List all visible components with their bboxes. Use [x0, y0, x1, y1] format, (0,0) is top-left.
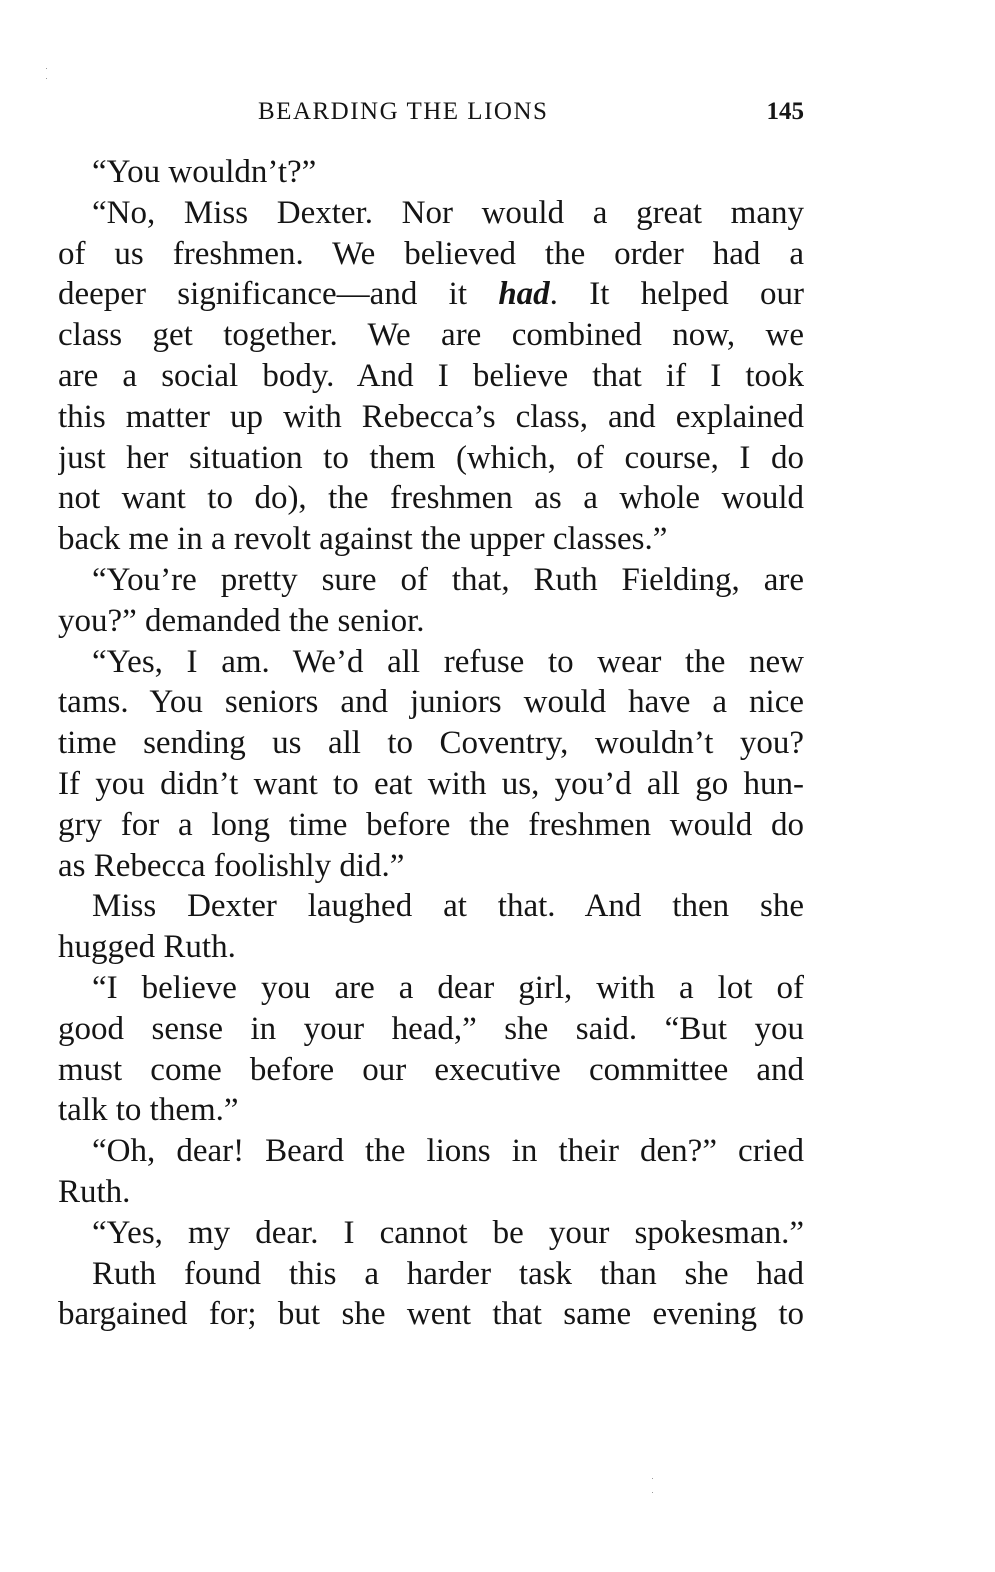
text-line: “Yes, my dear. I cannot be your spokesman.” [92, 1214, 804, 1251]
text-line: bargained for; but she went that same evening to [58, 1296, 804, 1333]
running-head [58, 92, 804, 132]
text-line: hugged Ruth. [58, 929, 236, 966]
text-line: of us freshmen. We believed the order had a [58, 235, 804, 272]
text-line: talk to them.” [58, 1092, 239, 1129]
text-line: class get together. We are combined now, we [58, 317, 804, 354]
body-text [58, 152, 804, 1335]
text-line: “You’re pretty sure of that, Ruth Fielding, are [92, 561, 804, 598]
text-line: Miss Dexter laughed at that. And then she [92, 888, 804, 925]
text-line: “I believe you are a dear girl, with a lot of [92, 969, 804, 1006]
scan-speck [46, 68, 47, 69]
text-line: must come before our executive committee and [58, 1051, 804, 1088]
scan-speck [652, 1492, 653, 1493]
text-line: Ruth. [58, 1173, 131, 1210]
page-number: 145 [766, 98, 804, 125]
text-line: as Rebecca foolishly did.” [58, 847, 405, 884]
text-line: time sending us all to Coventry, wouldn’t you? [58, 725, 804, 762]
text-line: back me in a revolt against the upper classes.” [58, 521, 668, 558]
text-line: “Yes, I am. We’d all refuse to wear the new [92, 643, 804, 680]
text-line: Ruth found this a harder task than she had [92, 1255, 804, 1292]
text-line: gry for a long time before the freshmen would do [58, 806, 804, 843]
text-line: “You wouldn’t?” [92, 154, 317, 190]
text-line: “No, Miss Dexter. Nor would a great many [92, 194, 804, 231]
text-line: deeper significance—and it had. It helped our [58, 276, 804, 313]
emphasis: had [498, 276, 550, 313]
text-line: just her situation to them (which, of course, I do [58, 439, 804, 476]
text-line: “Oh, dear! Beard the lions in their den?” cried [92, 1133, 804, 1170]
text-line: tams. You seniors and juniors would have a nice [58, 684, 804, 721]
running-title: BEARDING THE LIONS [258, 98, 549, 125]
text-line: not want to do), the freshmen as a whole would [58, 480, 804, 517]
text-line: this matter up with Rebecca’s class, and explained [58, 398, 804, 435]
text-line: you?” demanded the senior. [58, 602, 425, 639]
scan-speck [652, 1478, 653, 1479]
text-line: good sense in your head,” she said. “But you [58, 1010, 804, 1047]
text-line: If you didn’t want to eat with us, you’d all go hun- [58, 765, 804, 802]
text-line: are a social body. And I believe that if I took [58, 357, 804, 394]
scan-speck [46, 78, 47, 79]
